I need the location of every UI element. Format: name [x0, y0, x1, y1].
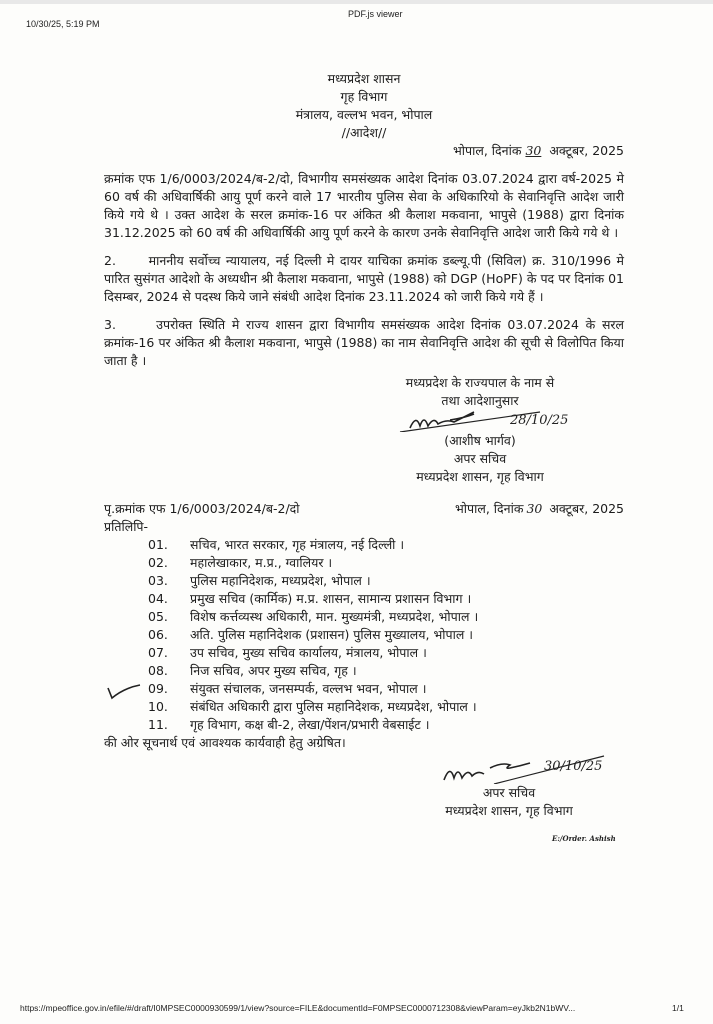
paragraph-2: 2. माननीय सर्वोच्च न्यायालय, नई दिल्ली मे दायर याचिका क्रमांक डब्ल्यू.पी (सिविल) क्र. 310/1996 मे पारित सुसंगत आदेशो के अध्यधीन श्री कैलाश मकवाना, भापुसे (1988) को DGP (HoPF) के पद पर दिनांक 01 दिसम्बर, 2024 से पदस्थ किये जाने संबंधी आदेश दिनांक 23.11.2024 को जारी किये गये हैं । [104, 253, 628, 304]
file-tag: E:/Order. Ashish [552, 834, 616, 843]
copy-list-number: 10. [148, 699, 168, 714]
copy-list-number: 03. [148, 573, 168, 588]
copy-list-number: 05. [148, 609, 168, 624]
tick-mark-icon [104, 684, 144, 702]
sig2-handwritten-signature [404, 754, 614, 784]
copy-reference-number: पृ.क्रमांक एफ 1/6/0003/2024/ब-2/दो [104, 501, 300, 516]
sig1-department: मध्यप्रदेश शासन, गृह विभाग [416, 469, 544, 484]
copy-list-recipient: विशेष कर्त्तव्यस्थ अधिकारी, मान. मुख्यमंत्री, मध्यप्रदेश, भोपाल । [190, 609, 479, 624]
sig1-date: 28/10/25 [510, 413, 569, 428]
paragraph-3: 3. उपरोक्त स्थिति मे राज्य शासन द्वारा विभागीय समसंख्यक आदेश दिनांक 03.07.2024 के सरल क्रमांक-16 पर अंकित श्री कैलाश मकवाना, भापुसे (1988) का नाम सेवानिवृत्ति आदेश की सूची से विलोपित किया जाता है । [104, 317, 628, 368]
copy-list-recipient: अति. पुलिस महानिदेशक (प्रशासन) पुलिस मुख्यालय, भोपाल । [190, 627, 474, 642]
letterhead-order-title: //आदेश// [341, 125, 387, 140]
sig2-date: 30/10/25 [544, 759, 603, 774]
copy-list [148, 536, 624, 734]
copy-list-number: 02. [148, 555, 168, 570]
copy-list-item [148, 644, 624, 662]
print-timestamp: 10/30/25, 5:19 PM [26, 19, 100, 29]
letterhead [104, 70, 624, 142]
copy-list-item [148, 554, 624, 572]
sig2-designation: अपर सचिव [482, 785, 536, 800]
copy-list-recipient: सचिव, भारत सरकार, गृह मंत्रालय, नई दिल्ली । [190, 537, 405, 552]
page-counter: 1/1 [672, 1003, 684, 1013]
copy-list-wrapper [148, 536, 624, 734]
copy-list-item [148, 536, 624, 554]
copy-list-number: 07. [148, 645, 168, 660]
page-top-edge [0, 0, 713, 4]
signature-block-2 [404, 754, 614, 820]
sig1-authority-line: मध्यप्रदेश के राज्यपाल के नाम से [405, 375, 555, 390]
copy-list-number: 04. [148, 591, 168, 606]
letterhead-address: मंत्रालय, वल्लभ भवन, भोपाल [295, 107, 433, 122]
copy-list-recipient: प्रमुख सचिव (कार्मिक) म.प्र. शासन, सामान्य प्रशासन विभाग । [190, 591, 472, 606]
sig1-handwritten-signature [360, 410, 600, 432]
date-prefix: भोपाल, दिनांक [453, 143, 522, 158]
copy-list-item [148, 626, 624, 644]
copy-list-item [148, 680, 624, 698]
sig1-name: (आशीष भार्गव) [444, 433, 516, 448]
copy-list-item [148, 590, 624, 608]
date-suffix: अक्टूबर, 2025 [549, 143, 624, 158]
sig1-order-line: तथा आदेशानुसार [441, 393, 519, 408]
copy-label: प्रतिलिपि- [104, 519, 149, 534]
order-date [104, 142, 624, 160]
letterhead-department: गृह विभाग [340, 89, 388, 104]
copy-list-number: 06. [148, 627, 168, 642]
closing-line: की ओर सूचनार्थ एवं आवश्यक कार्यवाही हेतु अग्रेषित। [104, 735, 346, 750]
viewer-title: PDF.js viewer [348, 9, 403, 19]
copy-date-suffix: अक्टूबर, 2025 [549, 501, 624, 516]
document-body [104, 70, 628, 844]
copy-list-recipient: संयुक्त संचालक, जनसम्पर्क, वल्लभ भवन, भोपाल । [190, 681, 427, 696]
copy-list-number: 11. [148, 717, 168, 732]
copy-list-recipient: संबंधित अधिकारी द्वारा पुलिस महानिदेशक, मध्यप्रदेश, भोपाल । [190, 699, 477, 714]
copy-list-item [148, 716, 624, 734]
paragraph-1: क्रमांक एफ 1/6/0003/2024/ब-2/दो, विभागीय समसंख्यक आदेश दिनांक 03.07.2024 द्वारा वर्ष-2025 मे 60 वर्ष की अधिवार्षिकी आयु पूर्ण करने वाले 17 भारतीय पुलिस सेवा के अधिकारियो के सेवानिवृत्ति आदेश जारी किये गये थे । उक्त आदेश के सरल क्रमांक-16 पर अंकित श्री कैलाश मकवाना, भापुसे (1988) द्वारा दिनांक 31.12.2025 को 60 वर्ष की अधिवार्षिकी आयु पूर्ण करने के कारण उनके सेवानिवृत्ति आदेश जारी किये गये थे । [104, 171, 628, 240]
copy-list-item [148, 698, 624, 716]
copy-list-item [148, 572, 624, 590]
signature-block-1 [360, 374, 600, 486]
source-url-link[interactable]: https://mpeoffice.gov.in/efile/#/draft/I0MPSEC0000930599/1/view?source=FILE&documentId=F0MPSEC0000712308&viewParam=eyJkb2N1bWV... [20, 1003, 576, 1013]
date-day-handwritten: 30 [525, 143, 542, 158]
copy-list-number: 09. [148, 681, 168, 696]
copy-list-number: 01. [148, 537, 168, 552]
copy-list-recipient: निज सचिव, अपर मुख्य सचिव, गृह । [190, 663, 357, 678]
copy-list-recipient: उप सचिव, मुख्य सचिव कार्यालय, मंत्रालय, भोपाल । [190, 645, 427, 660]
sig2-department: मध्यप्रदेश शासन, गृह विभाग [445, 803, 573, 818]
copy-reference-row [104, 500, 624, 518]
copy-list-recipient: पुलिस महानिदेशक, मध्यप्रदेश, भोपाल । [190, 573, 371, 588]
letterhead-government: मध्यप्रदेश शासन [327, 71, 401, 86]
copy-date-day-handwritten: 30 [526, 501, 543, 516]
copy-list-item [148, 662, 624, 680]
copy-list-item [148, 608, 624, 626]
copy-list-recipient: गृह विभाग, कक्ष बी-2, लेखा/पेंशन/प्रभारी वेबसाईट । [190, 717, 430, 732]
copy-list-number: 08. [148, 663, 168, 678]
copy-list-recipient: महालेखाकार, म.प्र., ग्वालियर । [190, 555, 333, 570]
sig1-designation: अपर सचिव [453, 451, 507, 466]
copy-date-prefix: भोपाल, दिनांक [455, 501, 524, 516]
copy-reference-date [455, 500, 624, 518]
